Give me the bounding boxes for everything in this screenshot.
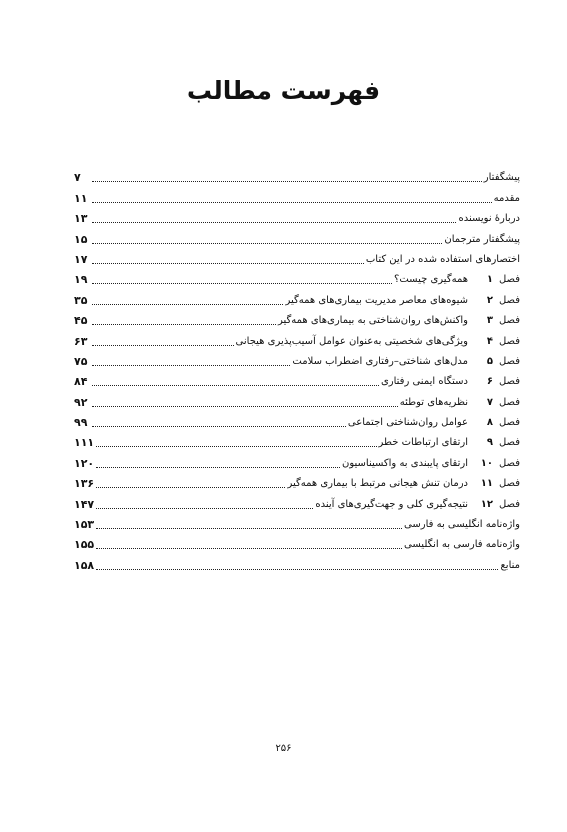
toc-entry-title: درمان تنش هیجانی مرتبط با بیماری همه‌گیر — [287, 478, 468, 490]
table-of-contents — [74, 165, 520, 573]
toc-entry-page: ۱۱۱ — [74, 436, 95, 450]
dot-leader — [92, 180, 482, 182]
toc-entry-title: نظریه‌های توطئه — [399, 396, 468, 408]
dot-leader — [92, 384, 379, 386]
chapter-label: فصل — [498, 335, 520, 347]
page-title: فهرست مطالب — [186, 76, 381, 105]
chapter-label: فصل — [498, 355, 520, 367]
page-number: ۲۵۶ — [275, 743, 292, 754]
toc-entry-page: ۱۳ — [74, 212, 88, 226]
chapter-marker — [468, 498, 520, 512]
dot-leader — [92, 323, 276, 325]
toc-entry-title: ویژگی‌های شخصیتی به‌عنوان عوامل آسیب‌پذیری هیجانی — [235, 335, 468, 347]
chapter-number: ۱۱ — [480, 478, 493, 490]
chapter-marker — [468, 457, 520, 471]
toc-entry — [74, 410, 520, 430]
toc-entry — [74, 430, 520, 450]
toc-entry-page: ۹۹ — [74, 416, 88, 430]
chapter-marker — [468, 355, 520, 369]
chapter-label: فصل — [498, 315, 520, 327]
chapter-label: فصل — [498, 457, 520, 469]
toc-entry-title: واکنش‌های روان‌شناختی به بیماری‌های همه‌گیر — [277, 315, 468, 327]
chapter-marker — [468, 273, 520, 287]
toc-entry-page: ۱۵۸ — [74, 558, 95, 572]
toc-entry-title: ارتقای پایبندی به واکسیناسیون — [341, 457, 468, 469]
chapter-marker — [468, 477, 520, 491]
dot-leader — [96, 486, 285, 488]
chapter-number: ۱ — [486, 274, 493, 286]
chapter-number: ۱۲ — [480, 498, 493, 510]
toc-entry-title: نتیجه‌گیری کلی و جهت‌گیری‌های آینده — [315, 498, 468, 510]
toc-entry-title: شیوه‌های معاصر مدیریت بیماری‌های همه‌گیر — [285, 294, 468, 306]
toc-entry-title: واژه‌نامه فارسی به انگلیسی — [404, 539, 520, 551]
toc-entry-title: همه‌گیری چیست؟ — [394, 274, 468, 286]
dot-leader — [92, 303, 283, 305]
chapter-number: ۸ — [486, 417, 493, 429]
toc-entry — [74, 349, 520, 369]
toc-entry-page: ۱۱ — [74, 191, 88, 205]
toc-entry-title: پیشگفتار — [483, 172, 520, 184]
dot-leader — [96, 507, 313, 509]
toc-entry — [74, 471, 520, 491]
chapter-marker — [468, 375, 520, 389]
dot-leader — [96, 527, 402, 529]
dot-leader — [92, 364, 290, 366]
toc-entry-title: مدل‌های شناختی–رفتاری اضطراب سلامت — [292, 355, 468, 367]
toc-entry — [74, 450, 520, 470]
toc-entry — [74, 226, 520, 246]
toc-entry-page: ۱۴۷ — [74, 497, 95, 511]
toc-entry — [74, 165, 520, 185]
dot-leader — [92, 344, 234, 346]
chapter-marker — [468, 314, 520, 328]
chapter-label: فصل — [498, 376, 520, 388]
chapter-number: ۱۰ — [480, 457, 493, 469]
chapter-label: فصل — [498, 498, 520, 510]
chapter-label: فصل — [498, 294, 520, 306]
toc-entry-title: اختصارهای استفاده شده در این کتاب — [365, 253, 520, 265]
toc-entry-title: منابع — [500, 559, 520, 571]
toc-entry — [74, 206, 520, 226]
toc-entry — [74, 532, 520, 552]
toc-entry-title: واژه‌نامه انگلیسی به فارسی — [404, 519, 520, 531]
dot-leader — [92, 405, 398, 407]
toc-entry — [74, 369, 520, 389]
chapter-marker — [468, 396, 520, 410]
toc-entry-page: ۷۵ — [74, 354, 88, 368]
toc-entry-page: ۱۷ — [74, 252, 88, 266]
dot-leader — [92, 242, 442, 244]
toc-entry-page: ۳۵ — [74, 293, 88, 307]
toc-entry — [74, 328, 520, 348]
toc-entry-page: ۹۲ — [74, 395, 88, 409]
chapter-number: ۹ — [486, 437, 493, 449]
dot-leader — [92, 282, 392, 284]
toc-entry-page: ۴۵ — [74, 314, 88, 328]
chapter-number: ۵ — [486, 355, 493, 367]
toc-entry — [74, 247, 520, 267]
dot-leader — [92, 201, 492, 203]
chapter-number: ۷ — [486, 396, 493, 408]
chapter-number: ۲ — [486, 294, 493, 306]
dot-leader — [96, 466, 340, 468]
toc-entry-page: ۷ — [74, 171, 81, 185]
toc-entry-title: دربارهٔ نویسنده — [458, 213, 520, 225]
dot-leader — [96, 568, 498, 570]
toc-entry — [74, 308, 520, 328]
chapter-label: فصل — [498, 437, 520, 449]
toc-entry-page: ۱۵ — [74, 232, 88, 246]
chapter-label: فصل — [498, 417, 520, 429]
dot-leader — [92, 262, 364, 264]
chapter-label: فصل — [498, 274, 520, 286]
chapter-number: ۴ — [486, 335, 493, 347]
dot-leader — [96, 547, 402, 549]
dot-leader — [96, 445, 376, 447]
toc-entry — [74, 512, 520, 532]
toc-entry — [74, 185, 520, 205]
dot-leader — [92, 425, 346, 427]
toc-entry-page: ۱۲۰ — [74, 456, 95, 470]
chapter-number: ۳ — [486, 315, 493, 327]
toc-entry — [74, 389, 520, 409]
toc-entry-page: ۱۵۵ — [74, 538, 95, 552]
toc-entry-title: پیشگفتار مترجمان — [444, 233, 520, 245]
chapter-marker — [468, 294, 520, 308]
chapter-marker — [468, 436, 520, 450]
toc-entry — [74, 491, 520, 511]
chapter-marker — [468, 335, 520, 349]
toc-entry — [74, 552, 520, 572]
chapter-label: فصل — [498, 478, 520, 490]
toc-entry-page: ۱۹ — [74, 273, 88, 287]
toc-entry-page: ۶۳ — [74, 334, 88, 348]
chapter-label: فصل — [498, 396, 520, 408]
toc-entry-title: عوامل روان‌شناختی اجتماعی — [347, 417, 468, 429]
toc-entry-page: ۱۳۶ — [74, 477, 95, 491]
toc-entry-page: ۱۵۳ — [74, 518, 95, 532]
chapter-number: ۶ — [486, 376, 493, 388]
toc-entry-title: ارتقای ارتباطات خطر — [378, 437, 468, 449]
chapter-marker — [468, 416, 520, 430]
toc-entry — [74, 267, 520, 287]
toc-entry-page: ۸۴ — [74, 375, 88, 389]
dot-leader — [92, 221, 456, 223]
toc-entry-title: دستگاه ایمنی رفتاری — [380, 376, 468, 388]
toc-entry — [74, 287, 520, 307]
toc-entry-title: مقدمه — [493, 192, 520, 204]
